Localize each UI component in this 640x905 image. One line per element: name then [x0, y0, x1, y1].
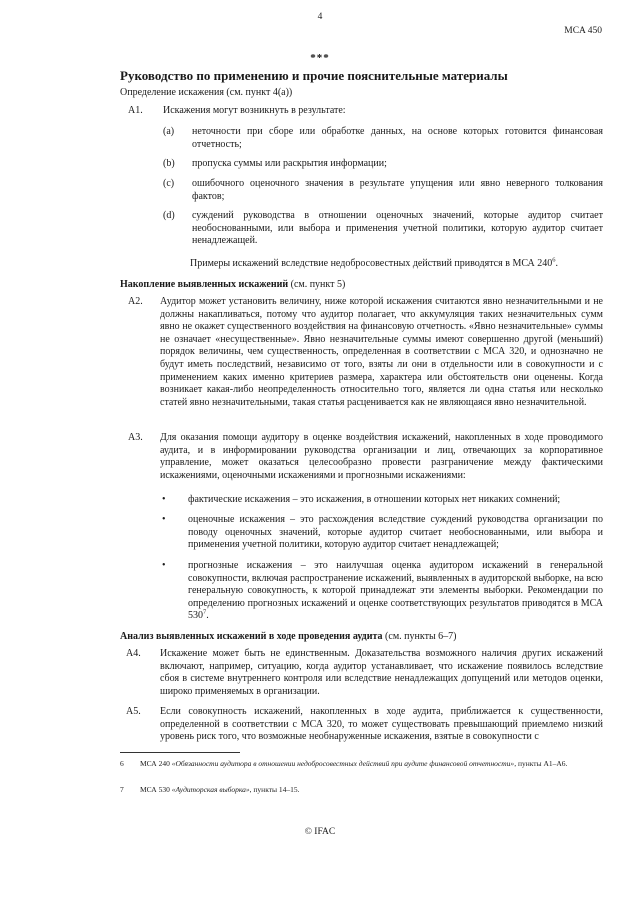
bullet-text: фактические искажения – это искажения, в отношении которых нет никаких сомнений;	[188, 494, 561, 505]
footnote-divider	[120, 752, 240, 753]
footnote-number: 7	[120, 785, 124, 794]
paragraph-text: Искажение может быть не единственным. Доказательства возможного наличия других искажений включают, например, ситуацию, когда аудитор устанавливает, что искажение появилось вследствие сбоя в системе внутреннего контроля или вследствие ненадлежащих допущений или методов оценки, широко применяемых в организации.	[160, 648, 603, 697]
item-text: ошибочного оценочного значения в результате упущения или явно неверного толкования фактов;	[192, 178, 603, 202]
bullet-marker: •	[162, 560, 166, 571]
footnote-text: МСА 240 «Обязанности аудитора в отношении недобросовестных действий при аудите финансовой отчетности», пункты A1–A6.	[140, 759, 568, 768]
paragraph-text: Аудитор может установить величину, ниже которой искажения считаются явно незначительными и не должны накапливаться, потому что аудитор полагает, что аккумуляция таких незначительных сумм явно не окажет существенного воздействия на финансовую отчетность. «Явно незначительные» суммы не означает «несущественные». Явно незначительные суммы имеют совершенно другой (меньший) порядок величины, чем существенность, определенная в соответствии с МСА 320, и однозначно не будут иметь последствий, независимо от того, взяты ли они в отдельности или в совокупности и с применением каких именно критериев размера, характера или обстоятельств они оценены. Когда возникает какая-либо неопределенность относительно того, является ли одна статья или несколько статей явно незначительными, такая статья расценивается как не являющаяся явно незначительной.	[160, 296, 603, 408]
paragraph-number: A2.	[128, 296, 143, 307]
item-label: (b)	[163, 158, 175, 169]
paragraph-number: A3.	[128, 432, 143, 443]
page-footer: © IFAC	[304, 827, 336, 837]
footnote-reference: 7	[203, 609, 207, 617]
bullet-text: оценочные искажения – это расхождения вследствие суждений руководства организации по поводу оценочных значений, которые аудитор считает необоснованными, или выбора и применения учетной политики, которую аудитор считает ненадлежащей;	[188, 514, 603, 551]
paragraph-text: Если совокупность искажений, накопленных в ходе аудита, приближается к существенности, определенной в соответствии с МСА 320, то может существовать превышающий приемлемо низкий уровень риск того, что возможные необнаруженные искажения, взятые в совокупности с	[160, 706, 603, 743]
analysis-heading: Анализ выявленных искажений в ходе проведения аудита (см. пункты 6–7)	[120, 631, 457, 642]
accumulation-heading: Накопление выявленных искажений (см. пункт 5)	[120, 279, 346, 290]
item-label: (c)	[163, 178, 175, 189]
item-label: (d)	[163, 210, 175, 221]
item-text: пропуска суммы или раскрытия информации;	[192, 158, 387, 169]
examples-note: Примеры искажений вследствие недобросовестных действий приводятся в МСА $240^6$.	[190, 256, 558, 269]
page-number: 4	[317, 12, 323, 22]
paragraph-number: A1.	[128, 105, 143, 116]
bullet-marker: •	[162, 494, 166, 505]
bullet-text: прогнозные искажения – это наилучшая оценка аудитором искажений в генеральной совокупности, включая распространение искажений, выявленных в аудиторской выборке, на всю генеральную совокупность, к которой принадлежат эти элементы выборки. Рекомендации по определению прогнозных искажений и оценке соответствующих результатов приводятся в МСА $530^7$.	[188, 560, 603, 622]
footnote-text: МСА 530 «Аудиторская выборка», пункты 14–15.	[140, 785, 300, 794]
paragraph-intro: Искажения могут возникнуть в результате:	[163, 105, 346, 116]
footnote-reference: 6	[552, 256, 556, 264]
bullet-marker: •	[162, 514, 166, 525]
document-code: MCA 450	[564, 26, 602, 36]
paragraph-number: A5.	[126, 706, 141, 717]
footnote-number: 6	[120, 759, 124, 768]
paragraph-number: A4.	[126, 648, 141, 659]
item-text: суждений руководства в отношении оценочных значений, которые аудитор считает необоснованными, или выбора и применения учетной политики, которую аудитор считает ненадлежащей.	[192, 210, 603, 247]
page-title: Руководство по применению и прочие пояснительные материалы	[120, 68, 508, 83]
section-separator: ***	[310, 52, 330, 64]
definition-subheading: Определение искажения (см. пункт 4(а))	[120, 87, 293, 98]
item-label: (a)	[163, 126, 175, 137]
item-text: неточности при сборе или обработке данных, на основе которых готовится финансовая отчетность;	[192, 126, 603, 150]
paragraph-text: Для оказания помощи аудитору в оценке воздействия искажений, накопленных в ходе проводимого аудита, и в информировании руководства организации и лиц, отвечающих за корпоративное управление, может оказаться целесообразно провести разграничение между фактическими искажениями, оценочными искажениями и прогнозными искажениями:	[160, 432, 603, 481]
